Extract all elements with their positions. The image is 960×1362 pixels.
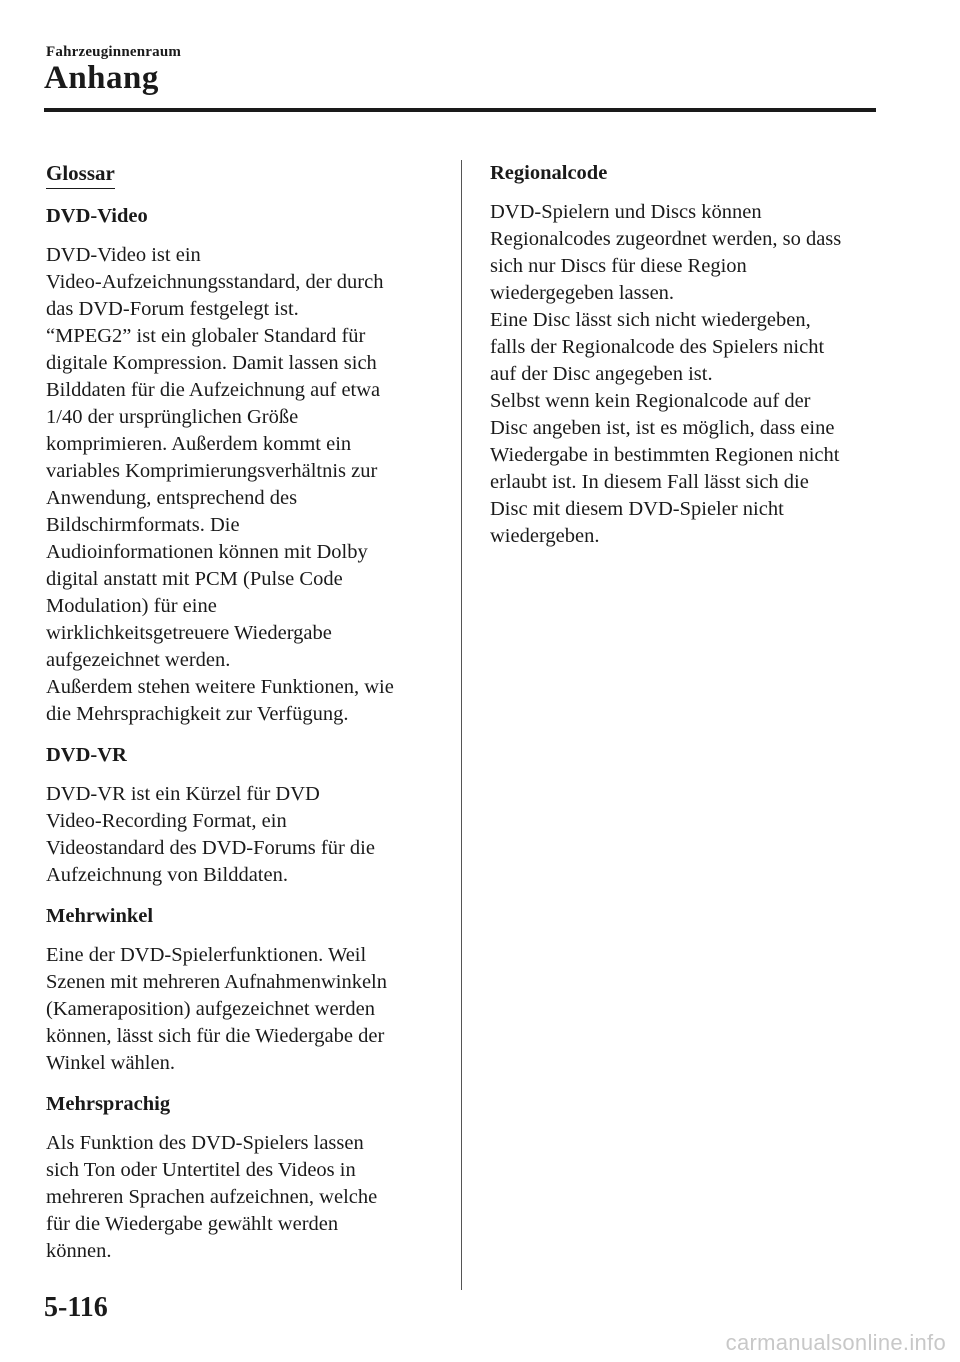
- description-line: erlaubt ist. In diesem Fall lässt sich die: [490, 471, 809, 493]
- description-line: Eine Disc lässt sich nicht wiedergeben,: [490, 309, 811, 331]
- description-line: sich nur Discs für diese Region: [490, 255, 747, 277]
- description-line: wiedergeben.: [490, 525, 600, 547]
- description-line: Winkel wählen.: [46, 1052, 175, 1074]
- glossary-term: Mehrwinkel: [46, 905, 154, 927]
- description-line: Wiedergabe in bestimmten Regionen nicht: [490, 444, 840, 466]
- description-line: DVD-VR ist ein Kürzel für DVD: [46, 783, 320, 805]
- glossary-term: Mehrsprachig: [46, 1093, 171, 1115]
- description-line: für die Wiedergabe gewählt werden: [46, 1213, 339, 1235]
- description-line: Aufzeichnung von Bilddaten.: [46, 864, 288, 886]
- right-column: [490, 160, 890, 564]
- description-line: komprimieren. Außerdem kommt ein: [46, 433, 352, 455]
- description-line: mehreren Sprachen aufzeichnen, welche: [46, 1186, 378, 1208]
- description-line: Disc angeben ist, ist es möglich, dass eine: [490, 417, 835, 439]
- glossary-term: DVD-VR: [46, 744, 127, 766]
- description-line: Video-Recording Format, ein: [46, 810, 287, 832]
- description-line: Audioinformationen können mit Dolby: [46, 541, 368, 563]
- description-line: Anwendung, entsprechend des: [46, 487, 298, 509]
- description-line: variables Komprimierungsverhältnis zur: [46, 460, 378, 482]
- description-line: Selbst wenn kein Regionalcode auf der: [490, 390, 811, 412]
- description-line: Bildschirmformats. Die: [46, 514, 240, 536]
- description-line: digital anstatt mit PCM (Pulse Code: [46, 568, 343, 590]
- description-line: Szenen mit mehreren Aufnahmenwinkeln: [46, 971, 387, 993]
- description-line: wirklichkeitsgetreuere Wiedergabe: [46, 622, 332, 644]
- description-line: DVD-Spielern und Discs können: [490, 201, 762, 223]
- left-column: [46, 160, 446, 1279]
- glossary-term: Regionalcode: [490, 162, 608, 184]
- description-line: können.: [46, 1240, 112, 1262]
- description-line: Modulation) für eine: [46, 595, 217, 617]
- description-line: Video-Aufzeichnungsstandard, der durch: [46, 271, 384, 293]
- description-line: Eine der DVD-Spielerfunktionen. Weil: [46, 944, 367, 966]
- glossary-description: [46, 242, 446, 728]
- watermark: carmanualsonline.info: [725, 1330, 946, 1355]
- description-line: (Kameraposition) aufgezeichnet werden: [46, 998, 375, 1020]
- description-line: wiedergegeben lassen.: [490, 282, 675, 304]
- glossary-heading: Glossar: [46, 160, 115, 189]
- page-number: 5-116: [44, 1292, 108, 1323]
- description-line: auf der Disc angegeben ist.: [490, 363, 713, 385]
- description-line: aufgezeichnet werden.: [46, 649, 231, 671]
- description-line: falls der Regionalcode des Spielers nicht: [490, 336, 825, 358]
- header-rule: [44, 108, 876, 112]
- description-line: sich Ton oder Untertitel des Videos in: [46, 1159, 356, 1181]
- glossary-description: [46, 1130, 446, 1265]
- description-line: die Mehrsprachigkeit zur Verfügung.: [46, 703, 349, 725]
- description-line: Videostandard des DVD-Forums für die: [46, 837, 375, 859]
- chapter-title: Anhang: [44, 60, 159, 96]
- description-line: 1/40 der ursprünglichen Größe: [46, 406, 299, 428]
- description-line: DVD-Video ist ein: [46, 244, 201, 266]
- glossary-description: [46, 781, 446, 889]
- description-line: können, lässt sich für die Wiedergabe der: [46, 1025, 385, 1047]
- glossary-description: [46, 942, 446, 1077]
- glossary-description: [490, 199, 890, 550]
- column-divider: [461, 160, 462, 1290]
- description-line: “MPEG2” ist ein globaler Standard für: [46, 325, 366, 347]
- description-line: Als Funktion des DVD-Spielers lassen: [46, 1132, 364, 1154]
- description-line: digitale Kompression. Damit lassen sich: [46, 352, 377, 374]
- description-line: Außerdem stehen weitere Funktionen, wie: [46, 676, 394, 698]
- glossary-term: DVD-Video: [46, 205, 148, 227]
- description-line: Regionalcodes zugeordnet werden, so dass: [490, 228, 842, 250]
- description-line: Bilddaten für die Aufzeichnung auf etwa: [46, 379, 381, 401]
- section-label: Fahrzeuginnenraum: [46, 44, 182, 60]
- description-line: Disc mit diesem DVD-Spieler nicht: [490, 498, 784, 520]
- description-line: das DVD-Forum festgelegt ist.: [46, 298, 299, 320]
